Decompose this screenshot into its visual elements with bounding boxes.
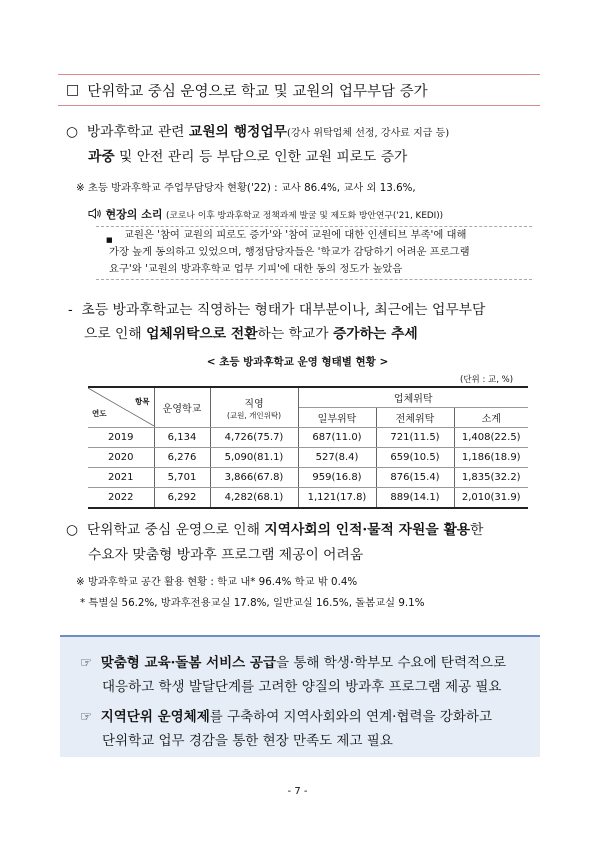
corner-label-year: 연도 xyxy=(92,409,107,418)
speaker-icon xyxy=(88,208,106,221)
cell-year: 2019 xyxy=(88,428,154,448)
table-row xyxy=(88,468,528,488)
p3-emphasis-resources: 지역사회의 인적·물적 자원을 활용 xyxy=(264,522,471,538)
field-voice-text xyxy=(109,227,534,278)
table-title: < 초등 방과후학교 운영 형태별 현황 > xyxy=(206,356,389,368)
p2-text-c: 하는 학교가 xyxy=(257,326,333,342)
note-space-breakdown: * 특별실 56.2%, 방과후전용교실 17.8%, 일반교실 16.5%, 돌봄교실 9.1% xyxy=(80,597,425,609)
recommendation-2-line-1 xyxy=(80,705,492,729)
header-partial: 일부위탁 xyxy=(298,408,376,428)
field-voice-line-2: 가장 높게 동의하고 있었으며, 행정담당자들은 '학교가 감당하기 어려운 프로그램 xyxy=(109,246,470,258)
cell-direct: 5,090(81.1) xyxy=(210,448,298,468)
cell-full: 721(11.5) xyxy=(376,428,454,448)
recommendation-1-line-1 xyxy=(80,651,506,675)
cell-year: 2021 xyxy=(88,468,154,488)
p3-text-a: 단위학교 중심 운영으로 인해 xyxy=(86,522,265,538)
cell-subtotal: 1,186(18.9) xyxy=(454,448,528,468)
pointing-hand-icon: ☞ xyxy=(80,709,93,725)
p2-text-b: 으로 인해 xyxy=(84,326,147,342)
cell-partial: 527(8.4) xyxy=(298,448,376,468)
note-space-usage: ※ 방과후학교 공간 활용 현황 : 학교 내* 96.4% 학교 밖 0.4% xyxy=(76,576,358,588)
p2-emphasis-trend: 증가하는 추세 xyxy=(332,326,418,342)
rec2-text: 를 구축하여 지역사회와의 연계·협력을 강화하고 xyxy=(209,709,493,725)
cell-schools: 6,276 xyxy=(154,448,210,468)
dash-bullet: - xyxy=(68,302,73,318)
circle-bullet: ○ xyxy=(66,522,79,538)
cell-year: 2020 xyxy=(88,448,154,468)
table-row xyxy=(88,488,528,509)
section-heading xyxy=(58,74,540,106)
cell-subtotal: 2,010(31.9) xyxy=(454,488,528,509)
header-full: 전체위탁 xyxy=(376,408,454,428)
checkbox-square-icon: □ xyxy=(66,82,80,98)
field-voice-title xyxy=(88,206,443,222)
square-bullet: ■ xyxy=(106,236,113,244)
cell-direct: 3,866(67.8) xyxy=(210,468,298,488)
cell-schools: 6,134 xyxy=(154,428,210,448)
p1-emphasis-overload: 과중 xyxy=(88,149,115,165)
field-voice-heading: 현장의 소리 xyxy=(105,208,163,221)
header-direct-sub: (교원, 개인위탁) xyxy=(226,410,282,420)
paragraph-1-line-2 xyxy=(88,145,407,170)
cell-full: 659(10.5) xyxy=(376,448,454,468)
table-row xyxy=(88,448,528,468)
header-subtotal: 소계 xyxy=(454,408,528,428)
p1-parenthetical: (강사 위탁업체 선정, 강사료 지급 등) xyxy=(287,128,450,139)
cell-schools: 5,701 xyxy=(154,468,210,488)
p2-emphasis-outsourcing: 업체위탁으로 전환 xyxy=(146,326,258,342)
field-voice-box xyxy=(96,226,532,280)
recommendation-box xyxy=(60,635,540,757)
rec1-text: 을 통해 학생·학부모 수요에 탄력적으로 xyxy=(276,655,507,671)
note-survey-teachers: ※ 초등 방과후학교 주업무담당자 현황('22) : 교사 86.4%, 교사 외 13.6%, xyxy=(76,182,416,194)
rec1-emphasis: 맞춤형 교육·돌봄 서비스 공급 xyxy=(100,655,276,671)
field-voice-line-1: 교원은 '참여 교원의 피로도 증가'와 '참여 교원에 대한 인센티브 부족'에 대해 xyxy=(124,229,467,241)
circle-bullet: ○ xyxy=(66,124,79,140)
page-number: - 7 - xyxy=(287,786,308,797)
paragraph-1-line-1 xyxy=(66,120,449,146)
pointing-hand-icon: ☞ xyxy=(80,655,93,671)
header-direct xyxy=(210,387,298,428)
p3-text-b: 한 xyxy=(470,522,484,538)
rec2-emphasis: 지역단위 운영체제 xyxy=(100,709,210,725)
table-corner-cell xyxy=(88,387,154,428)
paragraph-3-line-1 xyxy=(66,518,483,543)
paragraph-2-line-2 xyxy=(84,322,418,347)
cell-full: 876(15.4) xyxy=(376,468,454,488)
operation-type-table xyxy=(88,386,528,509)
field-voice-line-3: 요구'와 '교원의 방과후학교 업무 기피'에 대한 동의 정도가 높았음 xyxy=(109,263,403,275)
field-voice-source: (코로나 이후 방과후학교 정책과제 발굴 및 제도화 방안연구('21, KEDI)) xyxy=(165,211,444,221)
cell-subtotal: 1,835(32.2) xyxy=(454,468,528,488)
header-outsourced: 업체위탁 xyxy=(298,387,528,408)
cell-direct: 4,282(68.1) xyxy=(210,488,298,509)
header-direct-label: 직영 xyxy=(244,398,264,410)
recommendation-1-line-2: 대응하고 학생 발달단계를 고려한 양질의 방과후 프로그램 제공 필요 xyxy=(102,679,502,695)
p1-text-b: 및 안전 관리 등 부담으로 인한 교원 피로도 증가 xyxy=(114,149,408,165)
p1-text-a: 방과후학교 관련 xyxy=(86,124,189,140)
p2-text-a: 초등 방과후학교는 직영하는 형태가 대부분이나, 최근에는 업무부담 xyxy=(81,302,486,318)
cell-subtotal: 1,408(22.5) xyxy=(454,428,528,448)
cell-year: 2022 xyxy=(88,488,154,509)
cell-schools: 6,292 xyxy=(154,488,210,509)
cell-direct: 4,726(75.7) xyxy=(210,428,298,448)
p1-emphasis-admin-work: 교원의 행정업무 xyxy=(188,124,288,140)
paragraph-2-line-1 xyxy=(68,298,485,323)
table-row xyxy=(88,428,528,448)
cell-partial: 687(11.0) xyxy=(298,428,376,448)
recommendation-2-line-2: 단위학교 업무 경감을 통한 현장 만족도 제고 필요 xyxy=(102,733,393,749)
table-unit: (단위 : 교, %) xyxy=(460,375,514,385)
paragraph-3-line-2: 수요자 맞춤형 방과후 프로그램 제공이 어려움 xyxy=(88,547,364,563)
section-heading-text: 단위학교 중심 운영으로 학교 및 교원의 업무부담 증가 xyxy=(87,83,428,100)
cell-partial: 959(16.8) xyxy=(298,468,376,488)
corner-label-item: 항목 xyxy=(135,397,150,406)
cell-full: 889(14.1) xyxy=(376,488,454,509)
cell-partial: 1,121(17.8) xyxy=(298,488,376,509)
header-operating-schools: 운영학교 xyxy=(154,387,210,428)
